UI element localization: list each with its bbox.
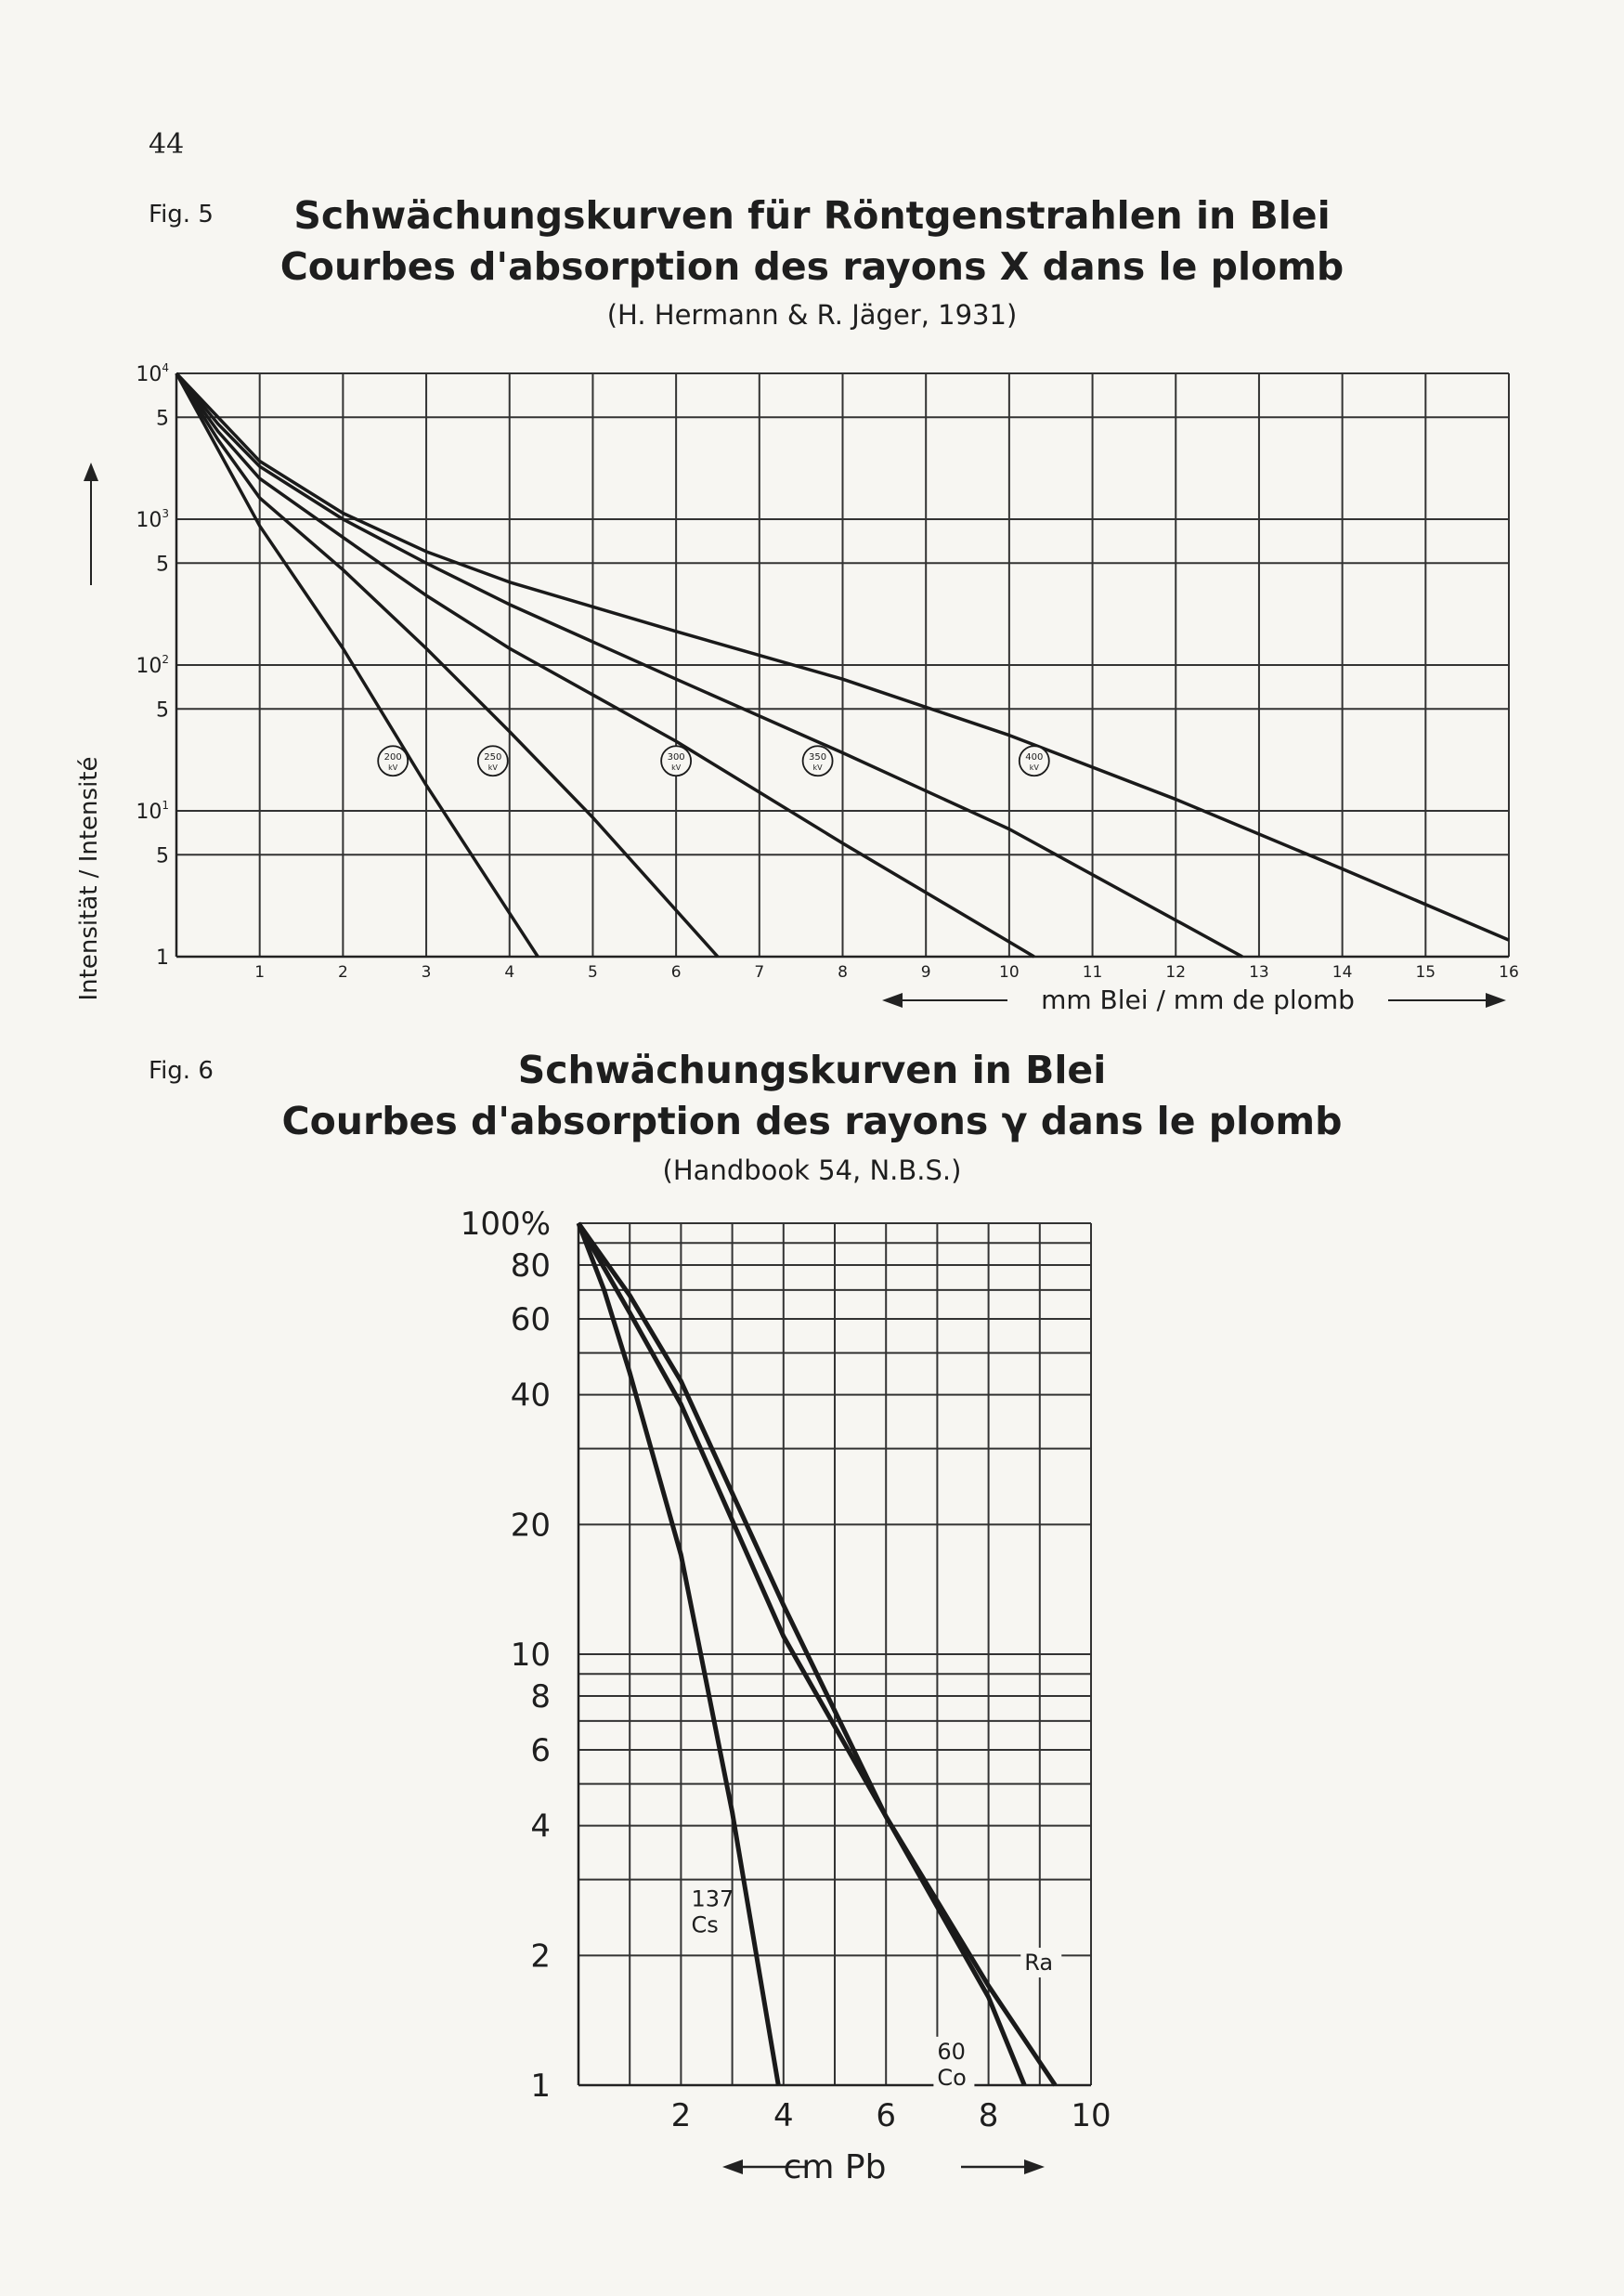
fig5-series-badge-unit: kV: [388, 763, 398, 773]
fig5-y-tick-label: 5: [156, 844, 169, 868]
fig6-y-tick-label: 6: [530, 1731, 551, 1769]
fig5-series-badge-value: 200: [383, 752, 402, 763]
fig6-y-tick-label: 1: [530, 2068, 551, 2105]
fig6-series-label: Co: [937, 2064, 967, 2091]
fig5-y-tick-label: 5: [156, 698, 169, 723]
fig5-x-tick-label: 2: [337, 963, 348, 982]
fig6-y-tick-label: 10: [510, 1637, 551, 1674]
fig5-x-tick-label: 9: [920, 963, 931, 982]
fig5-source: (H. Hermann & R. Jäger, 1931): [606, 299, 1018, 331]
fig6-chart: [0, 1189, 1624, 2238]
fig5-y-axis-label: Intensität / Intensité: [75, 756, 103, 1001]
fig5-series-badge-unit: kV: [1029, 763, 1039, 773]
fig5-x-tick-label: 1: [254, 963, 266, 982]
fig6-source: (Handbook 54, N.B.S.): [662, 1155, 962, 1186]
fig6-series-label: 137: [691, 1885, 734, 1912]
fig5-y-tick-label: $10^2$: [136, 653, 169, 678]
fig6-label: Fig. 6: [149, 1057, 214, 1085]
fig6-y-tick-label: 2: [530, 1937, 551, 1976]
fig5-x-tick-label: 8: [838, 963, 848, 982]
fig6-y-tick-label: 80: [510, 1246, 551, 1285]
fig5-x-tick-label: 14: [1332, 963, 1353, 982]
fig5-x-tick-label: 7: [754, 963, 765, 982]
fig6-y-tick-label: 100%: [460, 1206, 551, 1243]
page-number: 44: [149, 128, 185, 161]
fig5-x-tick-label: 4: [504, 963, 515, 982]
fig5-y-tick-label: 5: [156, 553, 169, 577]
fig5-x-tick-label: 12: [1165, 963, 1187, 982]
fig5-y-axis-arrow-head: [84, 463, 98, 481]
fig5-label: Fig. 5: [149, 201, 214, 228]
fig5-title-fr: Courbes d'absorption des rayons X dans le plomb: [279, 244, 1345, 289]
fig6-x-tick-label: 4: [773, 2097, 794, 2134]
fig6-x-tick-label: 6: [876, 2097, 897, 2134]
fig5-series-badge-unit: kV: [487, 763, 498, 773]
fig5-y-tick-label: $10^4$: [136, 361, 169, 386]
fig5-grid: [176, 373, 1509, 957]
fig5-x-axis-arrow-left-head: [882, 993, 903, 1008]
fig5-x-tick-label: 5: [588, 963, 598, 982]
fig5-x-axis-arrow-right-head: [1486, 993, 1506, 1008]
fig6-series-label: Cs: [691, 1911, 719, 1938]
fig6-series-label: 60: [937, 2038, 966, 2065]
fig5-y-tick-label: 1: [156, 946, 169, 970]
fig5-y-tick-label: $10^3$: [136, 507, 169, 532]
fig5-title-de: Schwächungskurven für Röntgenstrahlen in Blei: [293, 193, 1331, 238]
fig5-x-tick-label: 11: [1082, 963, 1103, 982]
fig6-x-axis-label: cm Pb: [783, 2148, 887, 2186]
fig6-y-tick-label: 8: [530, 1677, 551, 1715]
fig6-y-tick-label: 40: [510, 1376, 551, 1415]
fig6-title-de: Schwächungskurven in Blei: [517, 1048, 1107, 1092]
fig5-series-badge-value: 300: [667, 752, 685, 763]
fig5-x-tick-label: 10: [999, 963, 1020, 982]
fig5-x-tick-label: 16: [1499, 963, 1519, 982]
fig6-y-tick-label: 4: [530, 1807, 551, 1846]
fig5-x-tick-label: 13: [1249, 963, 1269, 982]
fig6-y-tick-label: 20: [510, 1507, 551, 1545]
fig6-x-tick-label: 8: [978, 2097, 999, 2134]
fig6-x-axis-arrow-right-head: [1024, 2159, 1045, 2174]
fig5-y-tick-label: 5: [156, 407, 169, 431]
fig5-x-tick-label: 15: [1415, 963, 1436, 982]
fig6-x-tick-label: 10: [1071, 2097, 1111, 2134]
fig5-x-axis-label: mm Blei / mm de plomb: [1041, 985, 1355, 1015]
fig6-series-label: Ra: [1024, 1950, 1054, 1976]
fig5-series-badge-unit: kV: [671, 763, 682, 773]
fig5-y-tick-label: $10^1$: [136, 799, 169, 824]
fig5-chart: [0, 344, 1624, 1050]
fig6-x-axis-arrow-left-head: [722, 2159, 743, 2174]
fig6-y-tick-label: 60: [510, 1300, 551, 1338]
fig5-series-badge-value: 350: [809, 752, 827, 763]
fig6-x-tick-label: 2: [670, 2097, 692, 2134]
fig6-grid: [578, 1223, 1091, 2085]
fig5-x-tick-label: 6: [670, 963, 682, 982]
fig5-x-tick-label: 3: [421, 963, 432, 982]
fig5-series-badge-value: 250: [484, 752, 502, 763]
fig6-title-fr: Courbes d'absorption des rayons γ dans le plomb: [281, 1099, 1343, 1143]
fig5-series-badge-unit: kV: [812, 763, 823, 773]
fig5-series-badge-value: 400: [1025, 752, 1044, 763]
